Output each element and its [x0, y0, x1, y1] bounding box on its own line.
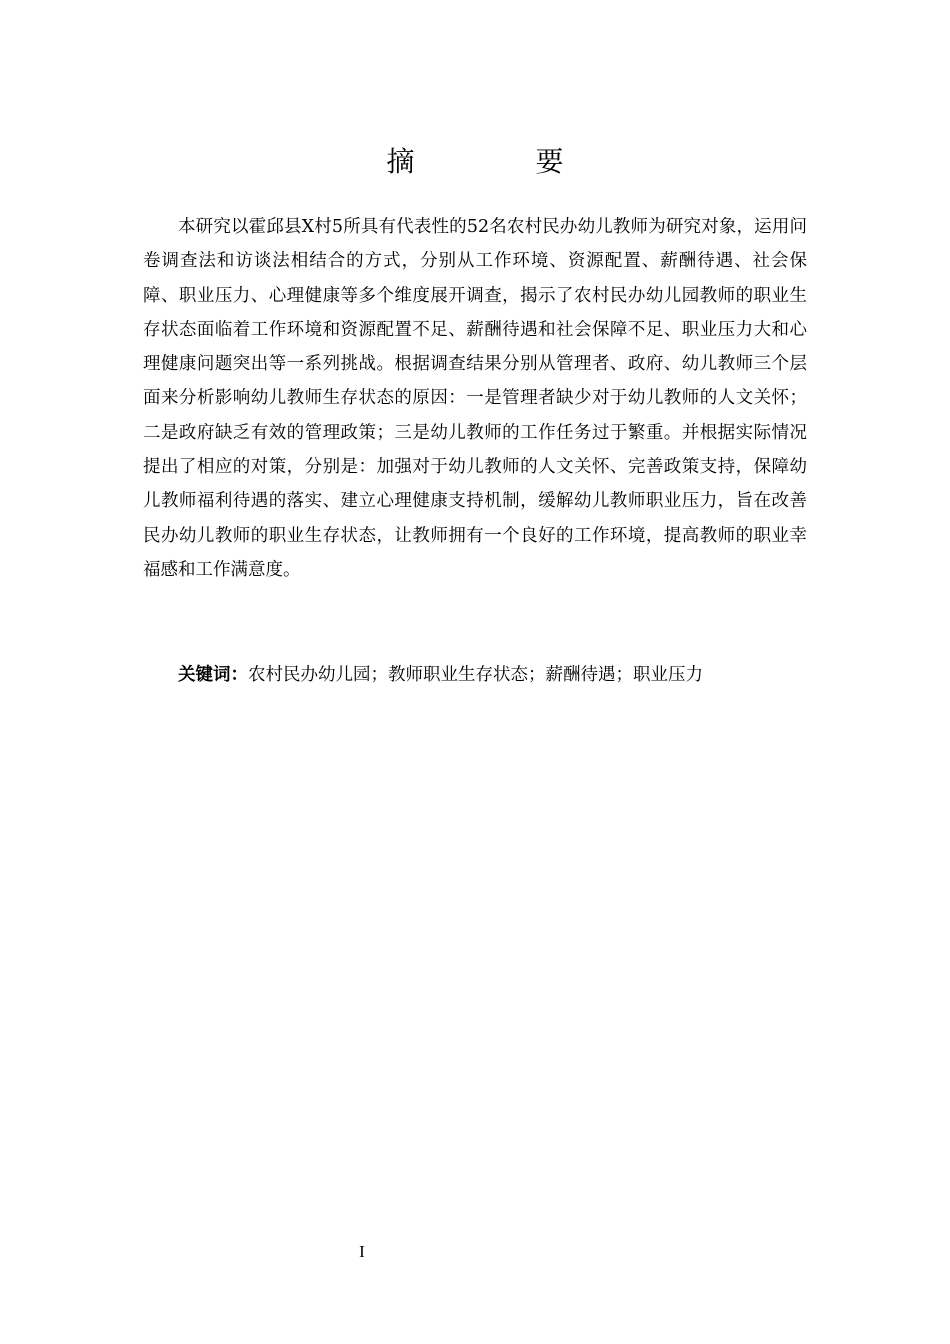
keywords-line — [143, 658, 807, 692]
keywords-text: 农村民办幼儿园；教师职业生存状态；薪酬待遇；职业压力 — [248, 665, 703, 685]
keywords-label: 关键词： — [178, 665, 248, 685]
page-number: I — [359, 1242, 365, 1261]
abstract-paragraph: 本研究以霍邱县X村5所具有代表性的52名农村民办幼儿教师为研究对象，运用问卷调查法和访谈法相结合的方式，分别从工作环境、资源配置、薪酬待遇、社会保障、职业压力、心理健康等多个维度展开调查，揭示了农村民办幼儿园教师的职业生存状态面临着工作环境和资源配置不足、薪酬待遇和社会保障不足、职业压力大和心理健康问题突出等一系列挑战。根据调查结果分别从管理者、政府、幼儿教师三个层面来分析影响幼儿教师生存状态的原因：一是管理者缺少对于幼儿教师的人文关怀；二是政府缺乏有效的管理政策；三是幼儿教师的工作任务过于繁重。并根据实际情况提出了相应的对策，分别是：加强对于幼儿教师的人文关怀、完善政策支持，保障幼儿教师福利待遇的落实、建立心理健康支持机制，缓解幼儿教师职业压力，旨在改善民办幼儿教师的职业生存状态，让教师拥有一个良好的工作环境，提高教师的职业幸福感和工作满意度。 — [143, 217, 807, 580]
page-title: 摘 要 — [386, 145, 620, 178]
